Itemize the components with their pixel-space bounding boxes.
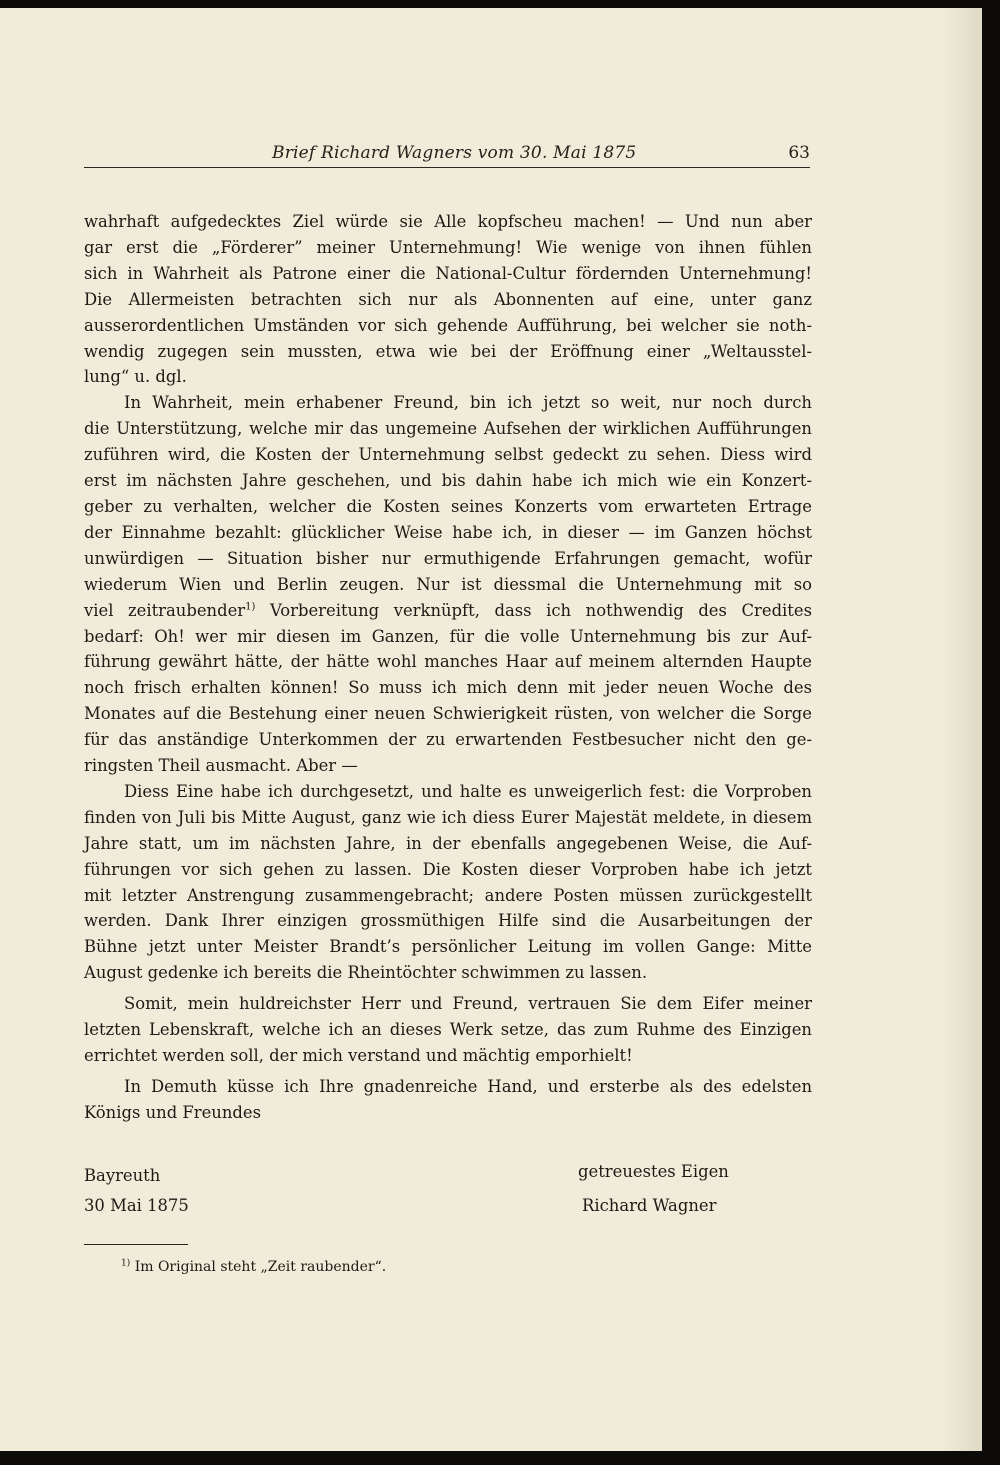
running-title: Brief Richard Wagners vom 30. Mai 1875 bbox=[272, 143, 637, 163]
text-line: für das anständige Unterkommen der zu erwartenden Festbesucher nicht den ge- bbox=[84, 730, 812, 750]
text-line-with-footnote bbox=[84, 598, 812, 624]
text-line: bedarf: Oh! wer mir diesen im Ganzen, für die volle Unternehmung bis zur Auf- bbox=[84, 626, 812, 646]
text-line: der Einnahme bezahlt: glücklicher Weise habe ich, in dieser — im Ganzen höchst bbox=[84, 522, 812, 542]
text-line: lung“ u. dgl. bbox=[84, 367, 187, 387]
text-line: wahrhaft aufgedecktes Ziel würde sie Alle kopfscheu machen! — Und nun aber bbox=[84, 212, 812, 231]
text-line: Bühne jetzt unter Meister Brandt’s persönlicher Leitung im vollen Gange: Mitte bbox=[84, 937, 812, 957]
footnote-mark: 1) bbox=[121, 1258, 131, 1269]
paragraph-3 bbox=[84, 779, 812, 986]
footnote-reference: 1) bbox=[245, 601, 256, 613]
closing-complimentary: getreuestes Eigen bbox=[578, 1162, 729, 1181]
text-line: erst im nächsten Jahre geschehen, und bis dahin habe ich mich wie ein Konzert- bbox=[84, 471, 812, 491]
text-line: zuführen wird, die Kosten der Unternehmung selbst gedeckt zu sehen. Diess wird bbox=[84, 445, 812, 465]
text-line: unwürdigen — Situation bisher nur ermuthigende Erfahrungen gemacht, wofür bbox=[84, 548, 812, 568]
text-fragment: viel zeitraubender bbox=[84, 600, 246, 620]
paragraph-1 bbox=[84, 209, 812, 390]
text-line: führung gewährt hätte, der hätte wohl manches Haar auf meinem alternden Haupte bbox=[84, 652, 812, 672]
text-line: Königs und Freundes bbox=[84, 1102, 262, 1122]
closing-date: 30 Mai 1875 bbox=[84, 1196, 189, 1215]
paragraph-5 bbox=[84, 1074, 812, 1126]
text-line: noch frisch erhalten können! So muss ich mich denn mit jeder neuen Woche des bbox=[84, 678, 812, 698]
text-line: führungen vor sich gehen zu lassen. Die Kosten dieser Vorproben habe ich jetzt bbox=[84, 859, 812, 879]
text-line: Diess Eine habe ich durchgesetzt, und halte es unweigerlich fest: die Vorproben bbox=[124, 781, 812, 801]
text-line: Jahre statt, um im nächsten Jahre, in der ebenfalls angegebenen Weise, die Auf- bbox=[84, 833, 812, 853]
text-line: August gedenke ich bereits die Rheintöchter schwimmen zu lassen. bbox=[84, 963, 648, 983]
footnote-text: Im Original steht „Zeit raubender“. bbox=[130, 1259, 387, 1275]
text-line: finden von Juli bis Mitte August, ganz wie ich diess Eurer Majestät meldete, in diesem bbox=[84, 807, 812, 827]
page-edge-shadow bbox=[942, 8, 982, 1451]
footnote-rule bbox=[84, 1244, 188, 1245]
text-line: In Demuth küsse ich Ihre gnadenreiche Hand, und ersterbe als des edelsten bbox=[124, 1076, 812, 1096]
text-fragment: Vorbereitung verknüpft, dass ich nothwendig des Credites bbox=[255, 600, 812, 620]
text-line: Somit, mein huldreichster Herr und Freund, vertrauen Sie dem Eifer meiner bbox=[124, 994, 812, 1014]
footnote bbox=[121, 1259, 386, 1275]
text-line: sich in Wahrheit als Patrone einer die National-Cultur fördernden Unternehmung! bbox=[84, 263, 812, 283]
paragraph-2 bbox=[84, 390, 812, 779]
letter-body bbox=[84, 209, 812, 1126]
text-line: gar erst die „Förderer” meiner Unternehmung! Wie wenige von ihnen fühlen bbox=[84, 237, 812, 257]
signature: Richard Wagner bbox=[582, 1196, 717, 1215]
paragraph-4 bbox=[84, 991, 812, 1069]
text-line: Die Allermeisten betrachten sich nur als Abonnenten auf eine, unter ganz bbox=[84, 289, 812, 309]
text-line: mit letzter Anstrengung zusammengebracht; andere Posten müssen zurückgestellt bbox=[84, 885, 812, 905]
text-line: letzten Lebenskraft, welche ich an dieses Werk setze, das zum Ruhme des Einzigen bbox=[84, 1020, 812, 1040]
text-line: werden. Dank Ihrer einzigen grossmüthigen Hilfe sind die Ausarbeitungen der bbox=[84, 911, 812, 931]
book-page bbox=[0, 8, 982, 1451]
text-line: wendig zugegen sein mussten, etwa wie bei der Eröffnung einer „Weltausstel- bbox=[84, 341, 812, 361]
text-line: In Wahrheit, mein erhabener Freund, bin ich jetzt so weit, nur noch durch bbox=[124, 393, 812, 413]
text-line: geber zu verhalten, welcher die Kosten seines Konzerts vom erwarteten Ertrage bbox=[84, 496, 812, 516]
text-line: wiederum Wien und Berlin zeugen. Nur ist diessmal die Unternehmung mit so bbox=[84, 574, 812, 594]
text-line: errichtet werden soll, der mich verstand und mächtig emporhielt! bbox=[84, 1046, 633, 1065]
running-head bbox=[84, 141, 810, 168]
text-line: ringsten Theil ausmacht. Aber — bbox=[84, 756, 358, 776]
text-line: Monates auf die Bestehung einer neuen Schwierigkeit rüsten, von welcher die Sorge bbox=[84, 704, 812, 724]
closing-place: Bayreuth bbox=[84, 1166, 161, 1185]
text-line: ausserordentlichen Umständen vor sich gehende Aufführung, bei welcher sie noth- bbox=[84, 315, 812, 335]
page-number: 63 bbox=[788, 143, 810, 163]
text-line: die Unterstützung, welche mir das ungemeine Aufsehen der wirklichen Aufführungen bbox=[84, 419, 812, 439]
